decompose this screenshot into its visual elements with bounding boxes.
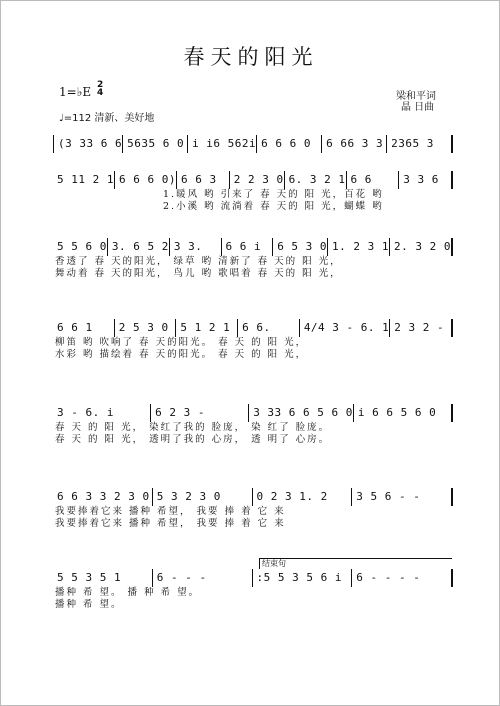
lyric-verse-1: 我要捧着它来 播种 希望， 我要 捧 着 它 来: [55, 506, 286, 517]
measure: 6 6: [347, 171, 400, 189]
measure: 3 33 6 6 5 6 0: [249, 404, 354, 422]
measure: (3 33 6 6: [53, 135, 123, 153]
notation-line: [53, 319, 453, 337]
measure: 2. 3 2 0: [390, 238, 453, 256]
meter-bottom: 4: [97, 88, 104, 98]
lyric-verse-1: 香透了 春 天的阳光， 绿草 哟 清新了 春 天的 阳 光，: [55, 256, 342, 267]
lyric-verse-1: 柳笛 哟 吹响了 春 天的阳光。 春 天 的 阳 光，: [55, 337, 308, 348]
measure: 5 5 6 0: [53, 238, 108, 256]
music-system-2: [53, 171, 453, 213]
lyric-verse-2: 舞动着 春 天的阳光， 鸟儿 哟 歌唱着 春 天的 阳 光，: [55, 268, 342, 279]
notation-line: [53, 135, 453, 153]
notation-line: [53, 238, 453, 256]
measure: 1. 2 3 1: [328, 238, 390, 256]
measure: 3 3 6: [399, 171, 453, 189]
ending-bracket: 结束句: [259, 558, 452, 569]
measure: 6 6 1: [53, 319, 115, 337]
measure: 5 5 3 5 1: [53, 569, 153, 587]
measure: 5635 6 0: [123, 135, 188, 153]
measure: :5 5 3 5 6 i: [253, 569, 353, 587]
measure: 5 1 2 1: [176, 319, 238, 337]
measure: 6 6 3 3 2 3 0: [53, 488, 153, 506]
measure: 6 - - - -: [352, 569, 453, 587]
measure: 6 6 6 0): [115, 171, 177, 189]
lyric-verse-2: 我要捧着它来 播种 希望， 我要 捧 着 它 来: [55, 518, 286, 529]
music-system-5: [53, 404, 453, 446]
measure: 4/4 3 - 6. 1: [300, 319, 390, 337]
measure: 5 3 2 3 0: [153, 488, 253, 506]
measure: 6. 3 2 1: [285, 171, 347, 189]
measure: 0 2 3 1. 2: [253, 488, 353, 506]
measure: 2 3 2 -: [390, 319, 453, 337]
notation-line: [53, 171, 453, 189]
notation-line: [53, 488, 453, 506]
measure: 3 5 6 - -: [352, 488, 453, 506]
lyric-verse-2: 2.小溪 哟 流淌着 春 天的 阳 光，蝴蝶 哟: [163, 201, 384, 212]
lyric-verse-2: 春 天 的 阳 光， 透明了我的 心房， 透 明了 心房。: [55, 434, 331, 445]
measure: 6 6.: [238, 319, 300, 337]
lyric-verse-1: 春 天 的 阳 光， 染红了我的 脸庞， 染 红了 脸庞。: [55, 422, 331, 433]
time-signature: [97, 81, 103, 97]
key-signature: 1=♭E: [59, 85, 92, 99]
music-system-6: [53, 488, 453, 530]
measure: i i6 562i: [188, 135, 257, 153]
music-system-1: [53, 135, 453, 153]
tempo-marking: ♩=112 清新、美好地: [59, 113, 155, 124]
music-system-7: [53, 569, 453, 611]
measure: 5 11 2 1: [53, 171, 115, 189]
notation-line: [53, 404, 453, 422]
measure: 6 66 3 3: [322, 135, 387, 153]
measure: 6 6 3: [177, 171, 230, 189]
song-title: 春天的阳光: [183, 45, 319, 69]
measure: 2 2 3 0: [230, 171, 285, 189]
lyricist-credit: 梁和平词: [396, 91, 436, 102]
measure: 3 - 6. i: [53, 404, 151, 422]
measure: 2 5 3 0: [115, 319, 177, 337]
measure: 6 2 3 -: [151, 404, 249, 422]
lyric-verse-1: 1.暖风 哟 引来了 春 天的 阳 光，百花 哟: [163, 189, 384, 200]
measure: 6 - - -: [153, 569, 253, 587]
notation-line: [53, 569, 453, 587]
composer-credit: 晶 日曲: [401, 102, 435, 113]
measure: i 6 6 5 6 0: [354, 404, 453, 422]
meter-top: 2: [97, 80, 104, 90]
music-system-3: [53, 238, 453, 280]
measure: 6 6 i: [222, 238, 274, 256]
measure: 3 3.: [170, 238, 222, 256]
measure: 6 6 6 0: [257, 135, 322, 153]
measure: 3. 6 5 2: [108, 238, 170, 256]
music-system-4: [53, 319, 453, 361]
lyric-verse-1: 播种 希 望。 播 种 希 望。: [55, 587, 201, 598]
measure: 2365 3: [387, 135, 453, 153]
lyric-verse-2: 播种 希 望。: [55, 599, 123, 610]
measure: 6 5 3 0: [273, 238, 328, 256]
lyric-verse-2: 水彩 哟 描绘着 春 天的阳光。 春 天 的 阳 光，: [55, 349, 308, 360]
